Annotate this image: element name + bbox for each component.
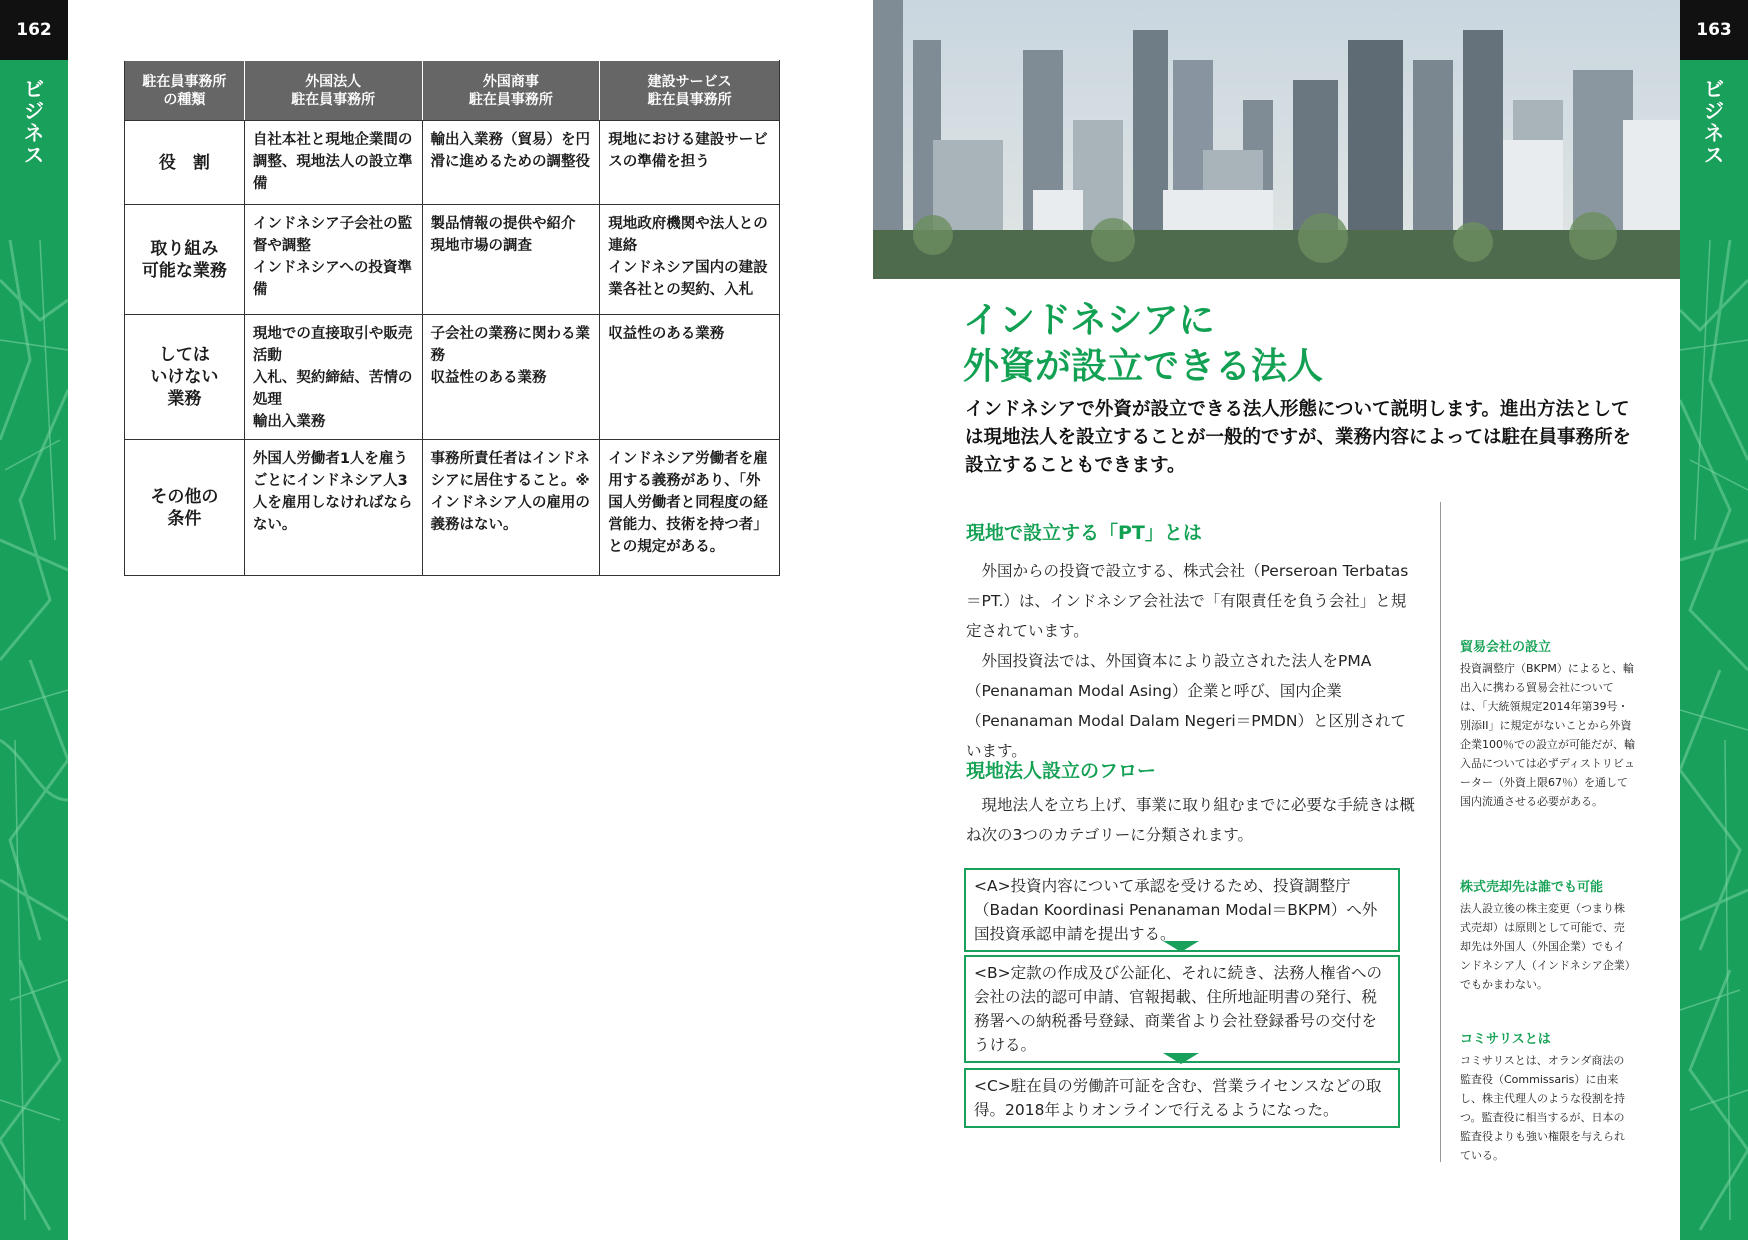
table-cell xyxy=(422,205,600,315)
table-row xyxy=(125,440,780,576)
row-head-cell xyxy=(125,440,245,576)
table-cell xyxy=(600,205,780,315)
row-head-cell xyxy=(125,121,245,205)
table-cell xyxy=(422,121,600,205)
section-label-char: ジ xyxy=(24,99,44,123)
table-cell xyxy=(244,440,422,576)
title-line-2: 外資が設立できる法人 xyxy=(963,346,1324,387)
text-line: 輸出入業務 xyxy=(252,414,326,430)
section-label-char: ジ xyxy=(1704,99,1724,123)
text-line: 現地政府機関や法人との連絡 xyxy=(608,216,768,254)
section-body-pt xyxy=(966,556,1418,766)
text-line: 建設サービス xyxy=(647,73,732,90)
section-heading-flow: 現地法人設立のフロー xyxy=(966,760,1157,782)
page-title xyxy=(963,298,1663,390)
page-number-left: 162 xyxy=(0,0,68,60)
table-row xyxy=(125,315,780,440)
text-line: インドネシア労働者を雇用する義務があり、「外国人労働者と同程度の経営能力、技術を持つ者」との規定がある。 xyxy=(608,451,768,555)
side-note-title: 株式売却先は誰でも可能 xyxy=(1460,880,1604,895)
text-line: しては xyxy=(158,345,210,365)
flow-step-c: <C>駐在員の労働許可証を含む、営業ライセンスなどの取得。2018年よりオンラインで行えるようになった。 xyxy=(964,1068,1400,1128)
table-header-cell xyxy=(600,61,780,121)
text-line: 外国法人 xyxy=(305,73,362,90)
text-line: 駐在員事務所 xyxy=(647,91,732,108)
text-line: 駐在員事務所 xyxy=(142,73,227,90)
table-cell xyxy=(600,121,780,205)
flow-step-b: <B>定款の作成及び公証化、それに続き、法務人権省への会社の法的認可申請、官報掲載、住所地証明書の発行、税務署への納税番号登録、商業省より会社登録番号の交付をうける。 xyxy=(964,955,1400,1063)
section-heading-pt: 現地で設立する「PT」とは xyxy=(966,522,1202,544)
row-head-cell xyxy=(125,315,245,440)
text-line: 外国商事 xyxy=(482,73,539,90)
section-label-char: ス xyxy=(1704,143,1724,167)
text-line: 事務所責任者はインドネシアに居住すること。※インドネシア人の雇用の義務はない。 xyxy=(430,451,590,533)
paragraph: 現地法人を立ち上げ、事業に取り組むまでに必要な手続きは概ね次の3つのカテゴリーに分類されます。 xyxy=(966,796,1415,844)
text-line: 自社本社と現地企業間の調整、現地法人の設立準備 xyxy=(252,132,413,192)
section-label-char: ネ xyxy=(24,121,44,145)
table-cell xyxy=(600,440,780,576)
table-cell xyxy=(244,315,422,440)
section-label-char: ス xyxy=(24,143,44,167)
table-cell xyxy=(244,121,422,205)
text-line: 製品情報の提供や紹介 xyxy=(430,216,576,232)
text-line: 現地市場の調査 xyxy=(430,238,533,254)
table-header-cell xyxy=(422,61,600,121)
text-line: 駐在員事務所 xyxy=(468,91,553,108)
paragraph: 外国からの投資で設立する、株式会社（Perseroan Terbatas＝PT.）は、インドネシア会社法で「有限責任を負う会社」と規定されています。 xyxy=(966,562,1409,640)
jakarta-skyline-photo xyxy=(873,0,1680,279)
text-line: いけない xyxy=(150,367,219,387)
text-line: 現地での直接取引や販売活動 xyxy=(252,326,413,364)
section-label-char: ネ xyxy=(1704,121,1724,145)
table-header-cell xyxy=(244,61,422,121)
right-sidebar xyxy=(1680,0,1748,1240)
text-line: 収益性のある業務 xyxy=(608,326,725,342)
text-line: 収益性のある業務 xyxy=(430,370,547,386)
table-cell xyxy=(600,315,780,440)
side-note xyxy=(1460,876,1635,994)
text-line: 駐在員事務所 xyxy=(291,91,376,108)
office-type-table xyxy=(124,60,780,576)
side-note xyxy=(1460,636,1635,811)
text-line: 業務 xyxy=(167,389,202,409)
text-line: 条件 xyxy=(167,508,202,529)
text-line: 輸出入業務（貿易）を円滑に進めるための調整役 xyxy=(430,132,591,170)
side-note-text: コミサリスとは、オランダ商法の監査役（Commissaris）に由来し、株主代理人のような役割を持つ。監査役に相当するが、日本の監査役よりも強い権限を与えられている。 xyxy=(1460,1054,1625,1162)
text-line: 可能な業務 xyxy=(141,260,227,281)
map-pattern-graphic xyxy=(0,240,68,1240)
table-header-cell xyxy=(125,61,245,121)
side-note-text: 法人設立後の株主変更（つまり株式売却）は原則として可能で、売却先は外国人（外国企業）でもインドネシア人（インドネシア企業）でもかまわない。 xyxy=(1460,902,1631,991)
side-note-title: コミサリスとは xyxy=(1460,1032,1551,1047)
title-line-1: インドネシアに xyxy=(963,300,1215,341)
section-label-left xyxy=(0,78,68,166)
side-note-title: 貿易会社の設立 xyxy=(1460,640,1552,655)
text-line: 子会社の業務に関わる業務 xyxy=(430,326,591,364)
row-head-cell xyxy=(125,205,245,315)
lead-paragraph: インドネシアで外資が設立できる法人形態について説明します。進出方法としては現地法人を設立することが一般的ですが、業務内容によっては駐在員事務所を設立することもできます。 xyxy=(965,399,1632,476)
table-row xyxy=(125,205,780,315)
table-header-row xyxy=(125,61,780,121)
paragraph: 外国投資法では、外国資本により設立された法人をPMA（Penanaman Modal Asing）企業と呼び、国内企業（Penanaman Modal Dalam Negeri＝PMDN）と区別されています。 xyxy=(966,652,1406,760)
page-number-right: 163 xyxy=(1680,0,1748,60)
text-line: の種類 xyxy=(163,91,206,108)
map-pattern-graphic xyxy=(1680,240,1748,1240)
side-note-text: 投資調整庁（BKPM）によると、輸出入に携わる貿易会社については、「大統領規定2014年第39号・別添II」に規定がないことから外資企業100％での設立が可能だが、輸入品については必ずディストリビューター（外資上限67％）を通して国内流通させる必要がある。 xyxy=(1460,662,1635,808)
left-sidebar xyxy=(0,0,68,1240)
text-line: 現地における建設サービスの準備を担う xyxy=(608,132,768,170)
text-line: その他の xyxy=(150,486,219,507)
section-label-char: ビ xyxy=(1704,77,1724,101)
text-line: インドネシア国内の建設業各社との契約、入札 xyxy=(608,260,768,298)
section-label-right xyxy=(1680,78,1748,166)
text-line: 取り組み xyxy=(150,238,219,259)
text-line: 外国人労働者1人を雇うごとにインドネシア人3人を雇用しなければならない。 xyxy=(252,451,413,533)
table-row xyxy=(125,121,780,205)
side-note xyxy=(1460,1028,1635,1165)
down-arrow-icon xyxy=(1163,1053,1199,1064)
section-label-char: ビ xyxy=(24,77,44,101)
text-line: 役 割 xyxy=(158,152,210,173)
text-line: インドネシア子会社の監督や調整 xyxy=(252,216,413,254)
down-arrow-icon xyxy=(1163,941,1199,952)
table-cell xyxy=(244,205,422,315)
text-line: インドネシアへの投資準備 xyxy=(252,260,412,298)
section-body-flow xyxy=(966,790,1418,850)
table-cell xyxy=(422,440,600,576)
column-divider xyxy=(1440,502,1441,1162)
table-cell xyxy=(422,315,600,440)
flow-step-a: <A>投資内容について承認を受けるため、投資調整庁（Badan Koordinasi Penanaman Modal＝BKPM）へ外国投資承認申請を提出する。 xyxy=(964,868,1400,952)
text-line: 入札、契約締結、苦情の処理 xyxy=(252,370,413,408)
